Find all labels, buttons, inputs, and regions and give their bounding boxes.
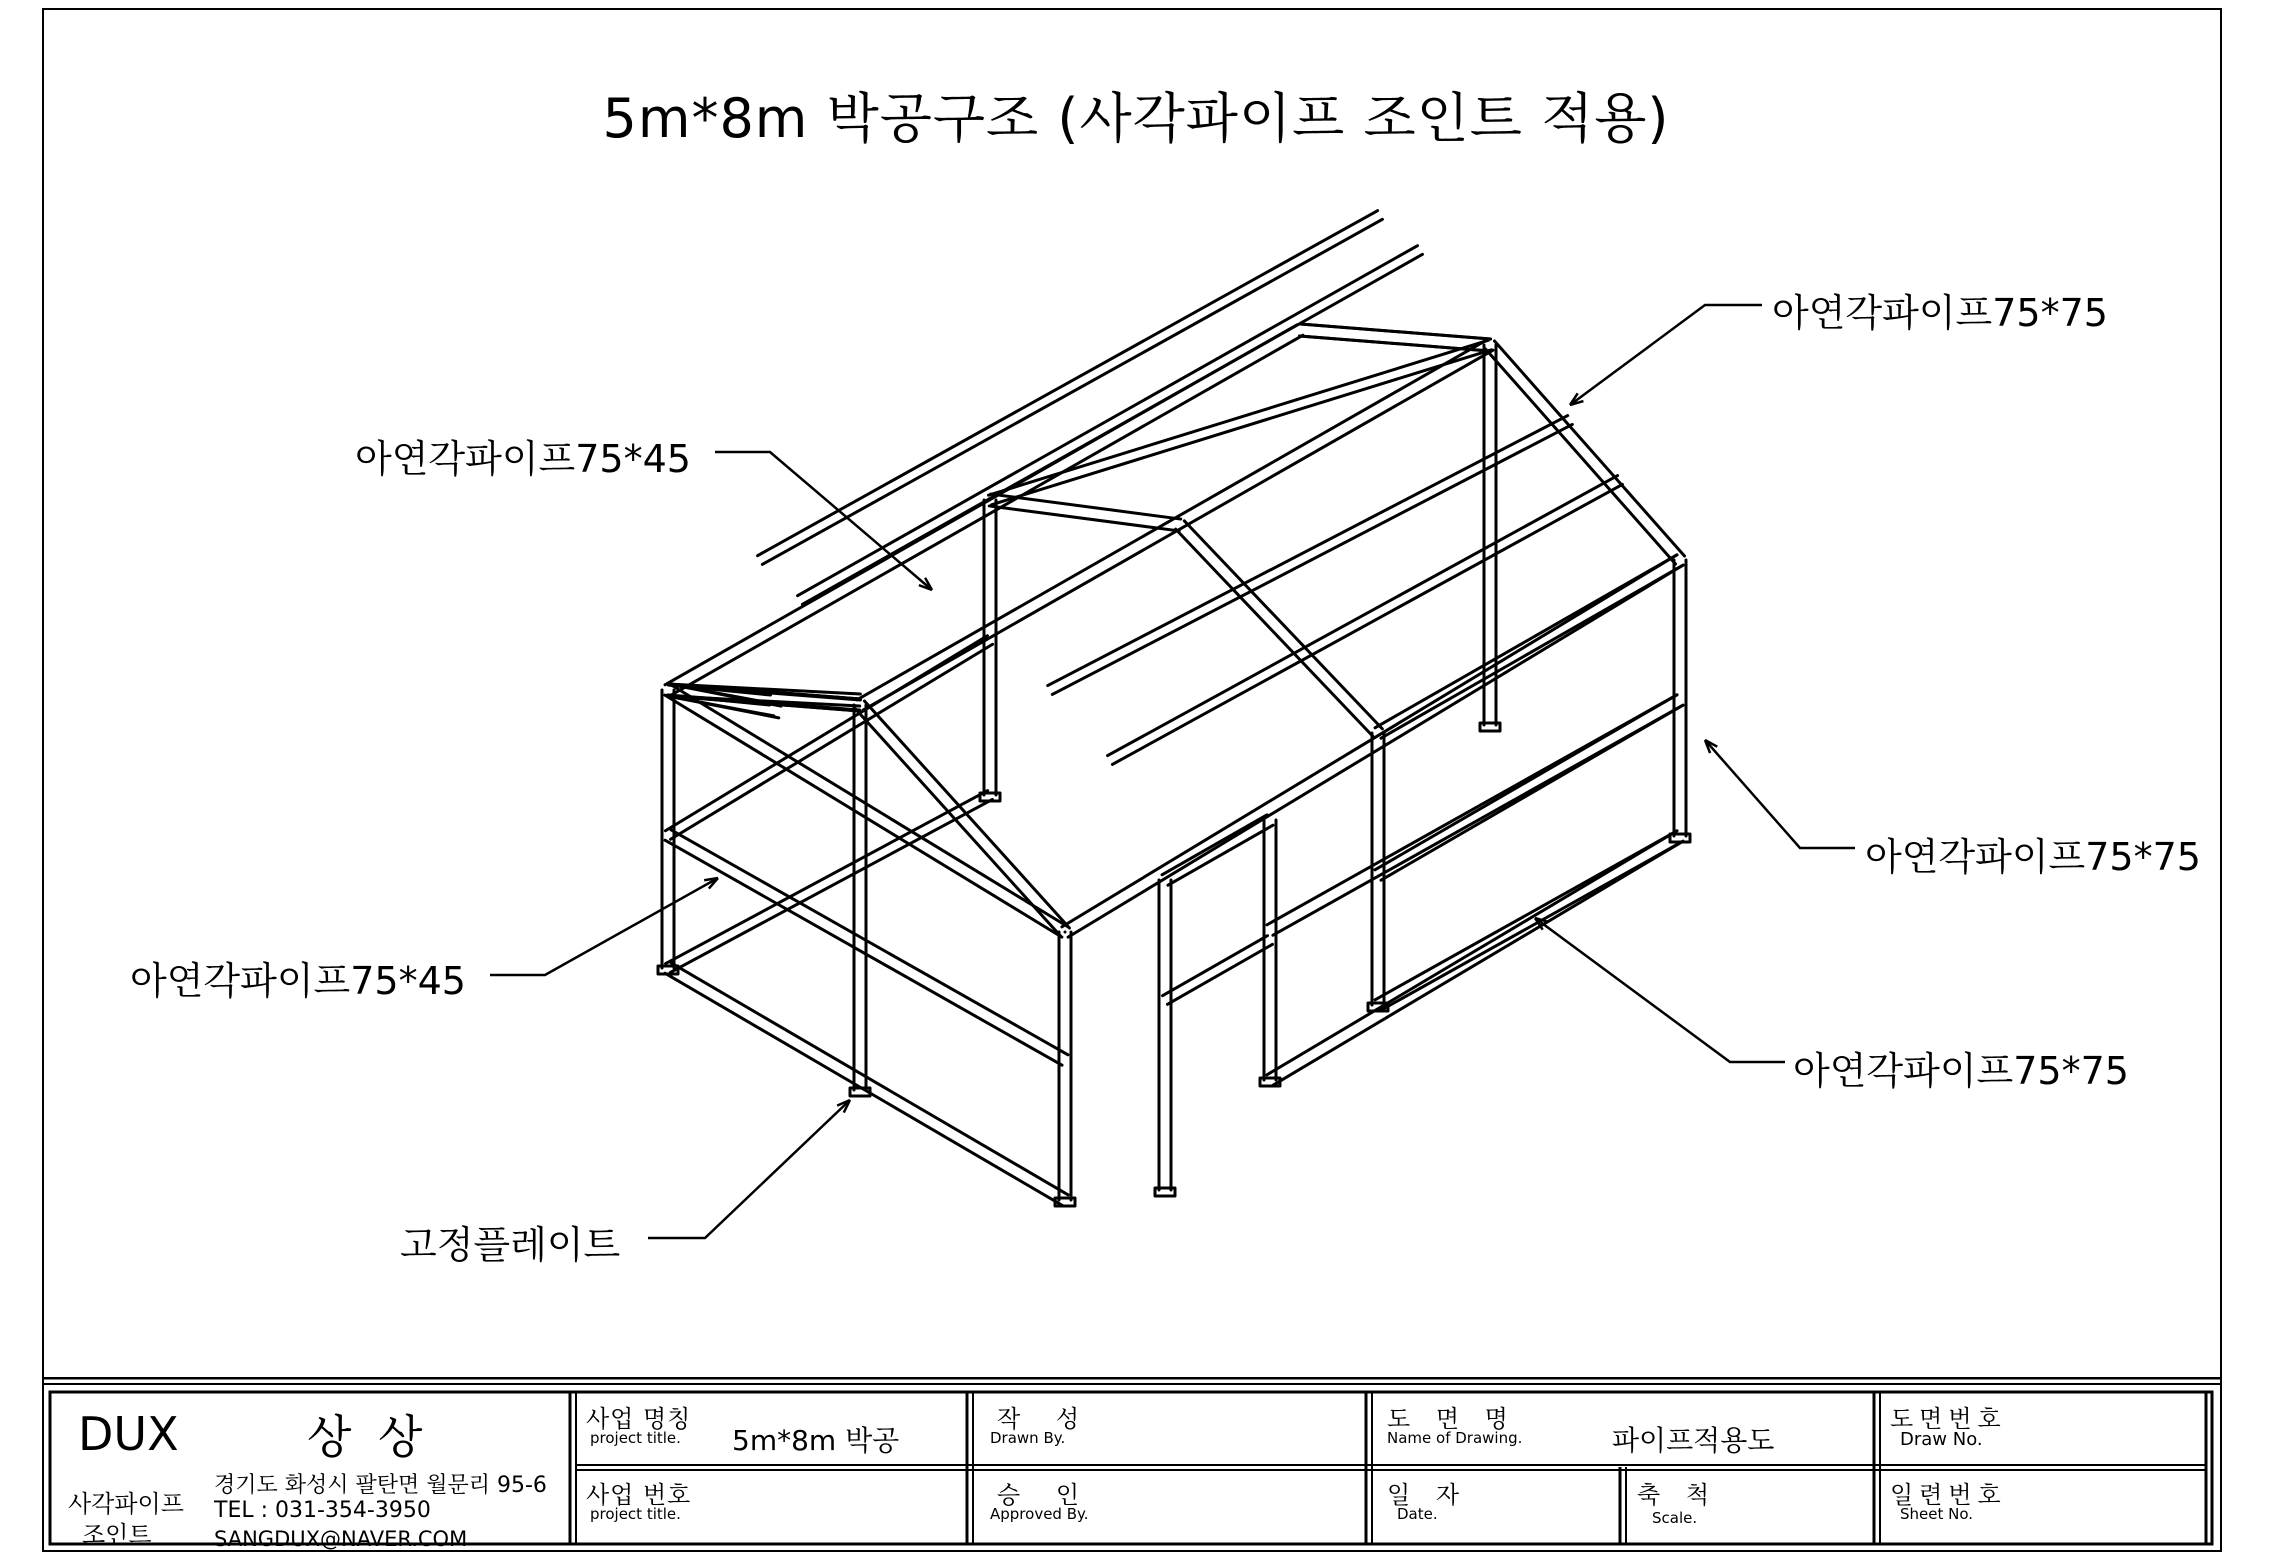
approved-label-en: Approved By.: [990, 1505, 1089, 1523]
sheet-no-label-en: Sheet No.: [1900, 1505, 1974, 1523]
drawn-label-en: Drawn By.: [990, 1429, 1066, 1447]
project-no-label-en: project title.: [590, 1505, 681, 1523]
company-email: SANGDUX@NAVER.COM: [214, 1527, 468, 1551]
door-post-right: [1264, 820, 1276, 1080]
scale-label-en: Scale.: [1652, 1509, 1698, 1527]
leader-bottom-right: [1535, 918, 1785, 1062]
drawing-name-label-en: Name of Drawing.: [1387, 1429, 1523, 1447]
date-label-en: Date.: [1397, 1505, 1438, 1523]
purlin-4: [1108, 476, 1623, 765]
sheet-no-label: 일련번호: [1890, 1481, 2007, 1509]
drawn-label: 작 성: [997, 1405, 1093, 1433]
base-plate: [1155, 1188, 1175, 1196]
ridge-middle-cap: [989, 494, 1181, 531]
mid-rail-left-end: [665, 636, 992, 840]
leader-mid-left: [490, 878, 718, 975]
callout-bottom-right: 아연각파이프75*75: [1793, 1049, 2129, 1093]
post-gable-center: [854, 705, 866, 1090]
company-brand: DUX: [78, 1407, 179, 1461]
mid-rail-right: [1267, 695, 1683, 935]
drawing-name-value: 파이프적용도: [1612, 1424, 1775, 1457]
leader-top-right: [1570, 305, 1762, 405]
leader-mid-right: [1705, 740, 1855, 848]
door-mid: [1163, 936, 1273, 1005]
company-sub1: 사각파이프: [68, 1490, 184, 1518]
project-name-value: 5m*8m 박공: [732, 1424, 900, 1457]
draw-no-label: 도면번호: [1890, 1405, 2007, 1433]
base-plate: [1480, 723, 1500, 731]
company-address: 경기도 화성시 팔탄면 월문리 95-6: [214, 1473, 547, 1498]
base-plate: [1670, 834, 1690, 842]
callout-top-right: 아연각파이프75*75: [1772, 291, 2108, 335]
leader-base-plate: [648, 1100, 850, 1238]
approved-label: 승 인: [997, 1481, 1093, 1509]
date-label: 일 자: [1387, 1481, 1468, 1509]
door-post-left: [1159, 880, 1171, 1190]
door-header: [1162, 815, 1273, 885]
drawing-name-label: 도 면 명: [1387, 1405, 1517, 1433]
leader-top-left: [715, 452, 932, 590]
title-block: [42, 1377, 2222, 1552]
steel-frame-structure: [658, 211, 1690, 1206]
scale-label: 축 척: [1637, 1481, 1718, 1509]
callout-top-left: 아연각파이프75*45: [355, 437, 691, 481]
project-no-label: 사업 번호: [586, 1481, 692, 1509]
project-name-label: 사업 명칭: [586, 1405, 692, 1433]
callout-mid-right: 아연각파이프75*75: [1865, 835, 2201, 879]
company-tel: TEL : 031-354-3950: [214, 1498, 431, 1523]
project-name-label-en: project title.: [590, 1429, 681, 1447]
drawing-title: 5m*8m 박공구조 (사각파이프 조인트 적용): [602, 87, 1670, 150]
purlin-1: [758, 211, 1383, 565]
post-right-corner: [1674, 560, 1686, 836]
company-name: 상 상: [307, 1410, 429, 1464]
company-sub2: 조인트: [82, 1521, 152, 1549]
callout-base-plate: 고정플레이트: [400, 1223, 621, 1267]
callout-mid-left: 아연각파이프75*45: [130, 959, 466, 1003]
rafter-middle: [1176, 521, 1383, 737]
draw-no-label-en: Draw No.: [1900, 1429, 1983, 1450]
